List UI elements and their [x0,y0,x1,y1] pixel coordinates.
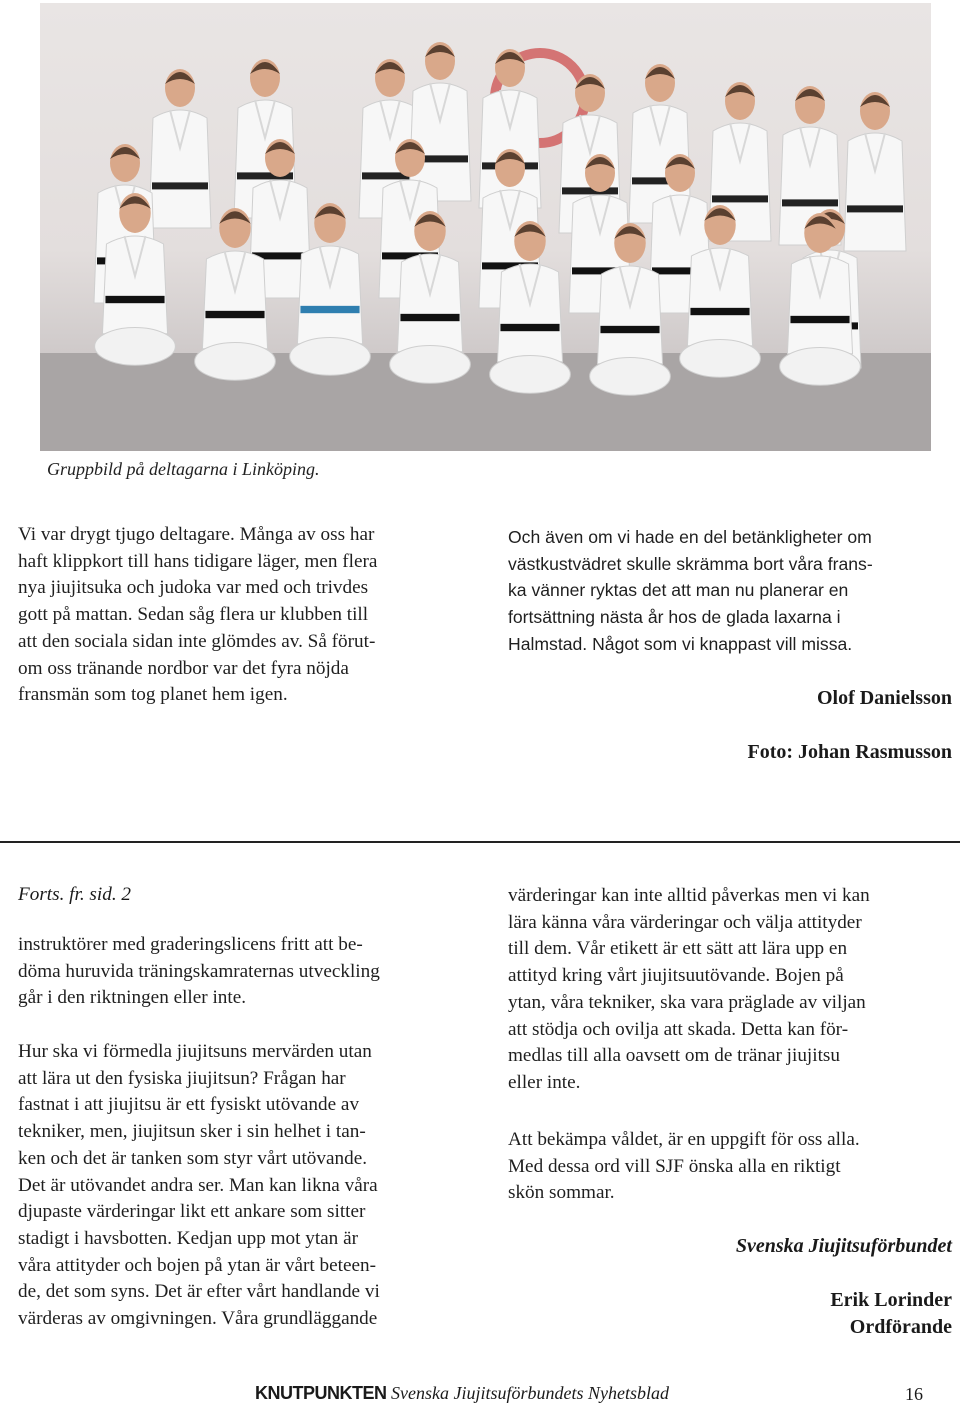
text-line: att lära ut den fysiska jiujitsun? Frågan har [18,1067,346,1089]
upper-right-paragraph [508,524,958,658]
person-figure [844,92,906,251]
text-line: nya jiujitsuka och judoka var med och trivdes [18,577,369,599]
text-line: värderingar kan inte alltid påverkas men vi kan [508,885,870,906]
group-photo [40,3,931,451]
text-line: skön sommar. [508,1182,615,1204]
person-figure [409,42,471,201]
text-line: går i den riktningen eller inte. [18,987,247,1009]
text-line: haft klippkort till hans tidigare läger, men flera [18,550,378,572]
text-line: Och även om vi hade en del betänkligheter om [508,527,872,547]
text-line: de, det som syns. Det är efter vårt handlande vi [18,1281,380,1303]
text-line: Vi var drygt tjugo deltagare. Många av oss har [18,524,375,545]
section-divider [0,841,960,843]
organization-signature: Svenska Jiujitsuförbundet [735,1235,952,1257]
photo-credit: Foto: Johan Rasmusson [747,741,952,763]
text-line: Hur ska vi förmedla jiujitsuns mervärden utan [18,1041,372,1062]
person-figure [149,69,211,228]
text-line: stadigt i havsbotten. Kedjan upp mot ytan är [18,1227,358,1249]
page-number: 16 [905,1384,923,1404]
lower-right-paragraph-2 [508,1127,958,1207]
text-line: Med dessa ord vill SJF önska alla en riktigt [508,1155,841,1177]
author-signature: Olof Danielsson [816,687,952,709]
text-line: att den sociala sidan inte glömdes av. Så förut- [18,630,376,652]
text-line: instruktörer med graderingslicens fritt att be- [18,934,363,955]
text-line: gott på mattan. Sedan såg flera ur klubben till [18,604,369,626]
lower-left-paragraph-1 [18,932,488,1012]
text-line: ken och det är tanken som styr vårt utövande. [18,1147,368,1169]
newsletter-brand: KNUTPUNKTEN [255,1383,387,1403]
newsletter-subtitle: Svenska Jiujitsuförbundets Nyhetsblad [391,1383,669,1403]
group-photo-jiujitsu-icon [40,3,931,451]
text-line: attityd kring vårt jiujitsuutövande. Bojen på [508,965,844,987]
lower-left-paragraph-2 [18,1039,488,1333]
page-footer [255,1383,669,1404]
text-line: döma huruvida träningskamraternas utveckling [18,960,380,982]
continued-from-label: Forts. fr. sid. 2 [18,884,132,905]
text-line: våra attityder och bojen på ytan är vårt beteen- [18,1254,376,1276]
upper-left-paragraph [18,522,478,709]
text-line: till dem. Vår etikett är ett sätt att lära upp en [508,938,848,960]
text-line: värderas av omgivningen. Våra grundläggande [18,1308,378,1330]
text-line: Det är utövandet andra ser. Man kan likna våra [18,1174,378,1196]
text-line: eller inte. [508,1071,581,1093]
signer-title: Ordförande [849,1316,952,1338]
text-line: om oss tränande nordbor var det fyra nöjda [18,657,349,679]
text-line: tekniker, men, jiujitsun sker i sin helhet i tan- [18,1121,366,1143]
text-line: att stödja och ovilja att skada. Detta kan för- [508,1018,849,1040]
text-line: västkustvädret skulle skrämma bort våra frans- [508,553,873,574]
text-line: ka vänner ryktas det att man nu planerar en [508,580,849,601]
text-line: djupaste värderingar likt ett ankare som sitter [18,1201,366,1223]
lower-right-paragraph-1 [508,883,958,1097]
text-line: fastnat i att jiujitsu är ett fysiskt utövande av [18,1094,360,1116]
text-line: Halmstad. Något som vi knappast vill missa. [508,633,853,654]
text-line: ytan, våra tekniker, ska vara präglade av viljan [508,991,866,1013]
text-line: lära känna våra värderingar och välja attityder [508,911,862,933]
photo-caption: Gruppbild på deltagarna i Linköping. [47,459,320,479]
text-line: fortsättning nästa år hos de glada laxarna i [508,607,841,628]
text-line: medlas till alla oavsett om de tränar jiujitsu [508,1045,840,1067]
text-line: fransmän som tog planet hem igen. [18,684,288,706]
signer-name: Erik Lorinder [830,1289,952,1311]
text-line: Att bekämpa våldet, är en uppgift för oss alla. [508,1129,860,1150]
